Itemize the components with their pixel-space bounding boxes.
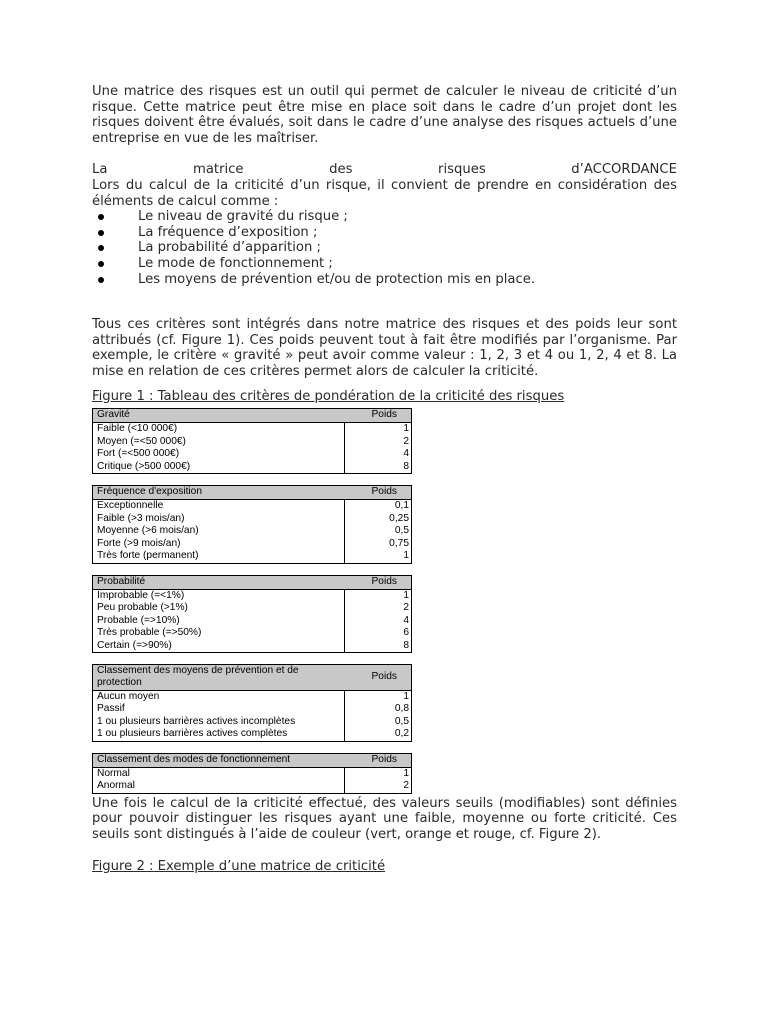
table-row [93, 500, 412, 513]
criterion-label: Anormal [97, 780, 135, 792]
table-row [93, 602, 412, 615]
criterion-weight: 2 [345, 602, 412, 615]
table-header-label: Gravité [93, 409, 345, 423]
table-row [93, 423, 412, 436]
table-row [93, 615, 412, 628]
criterion-weight: 0,5 [345, 716, 412, 729]
criterion-weight: 0,25 [345, 513, 412, 526]
criterion-label: Fort (=<500 000€) [97, 448, 180, 460]
table-header-label: Classement des modes de fonctionnement [93, 753, 345, 767]
table-header-label: Probabilité [93, 575, 345, 589]
criterion-label: Peu probable (>1%) [97, 602, 188, 614]
criterion-weight: 0,8 [345, 703, 412, 716]
criterion-label: 1 ou plusieurs barrières actives complètes [97, 728, 288, 740]
criterion-weight: 1 [345, 423, 412, 436]
table-header-label: Classement des moyens de prévention et de protection [93, 665, 345, 690]
criterion-weight: 0,75 [345, 538, 412, 551]
criterion-label: Forte (>9 mois/an) [97, 537, 181, 549]
list-item-text: Les moyens de prévention et/ou de protection mis en place. [138, 271, 536, 287]
table-header-row [93, 486, 412, 500]
criterion-weight: 2 [345, 780, 412, 793]
criterion-label: Passif [97, 703, 125, 715]
table-header-weight: Poids [345, 486, 412, 500]
heading-word: La [92, 162, 108, 178]
figure1-caption: Figure 1 : Tableau des critères de pondération de la criticité des risques [92, 388, 565, 404]
list-item [92, 240, 677, 256]
bullet-icon [98, 214, 104, 220]
bullet-icon [98, 245, 104, 251]
criterion-label: Improbable (=<1%) [97, 589, 185, 601]
section-heading [92, 162, 677, 178]
criteria-table [92, 485, 412, 564]
list-item [92, 272, 677, 288]
criterion-label: Moyenne (>6 mois/an) [97, 525, 199, 537]
heading-word: matrice [193, 162, 244, 178]
criterion-weight: 8 [345, 461, 412, 474]
table-header-row [93, 409, 412, 423]
list-item [92, 256, 677, 272]
criterion-weight: 4 [345, 448, 412, 461]
table-header-weight: Poids [345, 753, 412, 767]
table-header-weight: Poids [345, 575, 412, 589]
table-row [93, 716, 412, 729]
criterion-label: Moyen (=<50 000€) [97, 435, 186, 447]
criterion-label: Faible (>3 mois/an) [97, 512, 185, 524]
intro-paragraph: Une matrice des risques est un outil qui permet de calculer le niveau de criticité d’un risque. Cette matrice peut être mise en place soit dans le cadre d’un projet dont les risques doivent être évalués, soit dans le cadre d’une analyse des risques actuels d’une entreprise en vue de les maîtriser. [92, 84, 677, 146]
list-item-text: Le mode de fonctionnement ; [138, 255, 333, 271]
table-header-row [93, 665, 412, 690]
criterion-label: Certain (=>90%) [97, 639, 172, 651]
threshold-paragraph: Une fois le calcul de la criticité effectué, des valeurs seuils (modifiables) sont définies pour pouvoir distinguer les risques ayant une faible, moyenne ou forte criticité. Ces seuils sont distingués à l’aide de couleur (vert, orange et rouge, cf. Figure 2). [92, 795, 677, 842]
criterion-weight: 0,2 [345, 728, 412, 741]
criterion-label: Exceptionnelle [97, 500, 164, 512]
table-row [93, 538, 412, 551]
criteria-tables [92, 408, 412, 793]
criterion-weight: 4 [345, 615, 412, 628]
criterion-weight: 0,1 [345, 500, 412, 513]
bullet-icon [98, 230, 104, 236]
table-header-label: Fréquence d'exposition [93, 486, 345, 500]
criterion-weight: 1 [345, 767, 412, 780]
criterion-weight: 1 [345, 550, 412, 563]
list-item [92, 209, 677, 225]
figure2-caption: Figure 2 : Exemple d’une matrice de criticité [92, 859, 386, 875]
criterion-weight: 0,5 [345, 525, 412, 538]
table-row [93, 703, 412, 716]
table-row [93, 513, 412, 526]
table-row [93, 589, 412, 602]
criterion-weight: 1 [345, 690, 412, 703]
table-row [93, 690, 412, 703]
table-row [93, 780, 412, 793]
criterion-weight: 2 [345, 436, 412, 449]
criterion-label: 1 ou plusieurs barrières actives incomplètes [97, 715, 296, 727]
criteria-table [92, 575, 412, 654]
criterion-label: Critique (>500 000€) [97, 460, 191, 472]
list-item-text: Le niveau de gravité du risque ; [138, 209, 348, 225]
table-header-weight: Poids [345, 409, 412, 423]
table-row [93, 627, 412, 640]
table-row [93, 461, 412, 474]
criteria-table [92, 408, 412, 474]
heading-word: risques [438, 162, 486, 178]
list-item-text: La fréquence d’exposition ; [138, 224, 318, 240]
criteria-table [92, 664, 412, 741]
table-row [93, 448, 412, 461]
heading-word: d’ACCORDANCE [571, 162, 677, 178]
document-page [92, 84, 677, 875]
list-item-text: La probabilité d’apparition ; [138, 240, 321, 256]
table-row [93, 640, 412, 653]
criterion-label: Faible (<10 000€) [97, 423, 178, 435]
table-row [93, 550, 412, 563]
criterion-weight: 8 [345, 640, 412, 653]
lead-paragraph: Lors du calcul de la criticité d’un risque, il convient de prendre en considération des éléments de calcul comme : [92, 177, 677, 209]
criterion-label: Très probable (=>50%) [97, 627, 202, 639]
criterion-weight: 1 [345, 589, 412, 602]
criterion-label: Probable (=>10%) [97, 614, 180, 626]
criterion-label: Normal [97, 767, 130, 779]
bullet-icon [98, 261, 104, 267]
table-header-weight: Poids [345, 665, 412, 690]
criterion-label: Très forte (permanent) [97, 550, 199, 562]
criteria-list [92, 209, 677, 287]
heading-word: des [329, 162, 353, 178]
table-row [93, 436, 412, 449]
criteria-table [92, 753, 412, 794]
criteria-paragraph: Tous ces critères sont intégrés dans notre matrice des risques et des poids leur sont attribués (cf. Figure 1). Ces poids peuvent tout à fait être modifiés par l’organisme. Par exemple, le critère « gravité » peut avoir comme valeur : 1, 2, 3 et 4 ou 1, 2, 4 et 8. La mise en relation de ces critères permet alors de calculer la criticité. [92, 317, 677, 379]
table-row [93, 525, 412, 538]
table-header-row [93, 575, 412, 589]
bullet-icon [98, 277, 104, 283]
criterion-label: Aucun moyen [97, 690, 160, 702]
criterion-weight: 6 [345, 627, 412, 640]
table-row [93, 767, 412, 780]
table-header-row [93, 753, 412, 767]
list-item [92, 225, 677, 241]
table-row [93, 728, 412, 741]
